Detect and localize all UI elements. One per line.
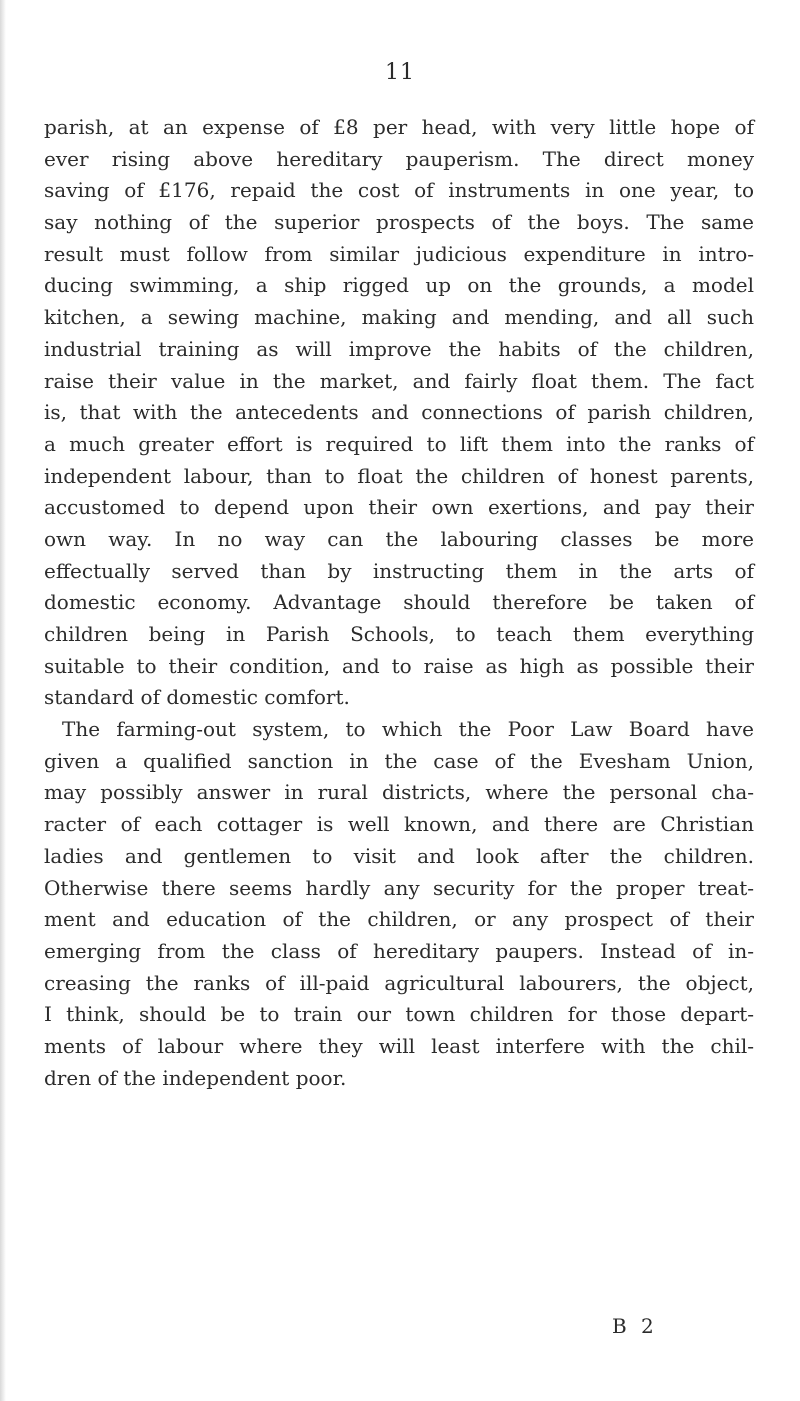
text-line: emerging from the class of hereditary paupers. Instead of in- — [44, 938, 754, 963]
text-line: may possibly answer in rural districts, where the personal cha- — [44, 780, 754, 805]
text-line: standard of domestic comfort. — [44, 685, 350, 710]
text-line: a much greater effort is required to lift them into the ranks of — [44, 431, 754, 456]
text-line: suitable to their condition, and to raise as high as possible their — [44, 653, 754, 678]
text-line: industrial training as will improve the habits of the children, — [44, 336, 754, 361]
paragraph-2 — [44, 714, 754, 1094]
text-line: saving of £176, repaid the cost of instruments in one year, to — [44, 178, 754, 203]
text-line: The farming-out system, to which the Poor Law Board have — [62, 717, 754, 742]
text-line: raise their value in the market, and fairly float them. The fact — [44, 368, 754, 393]
text-line: effectually served than by instructing them in the arts of — [44, 558, 754, 583]
page-edge-shadow — [0, 0, 6, 1401]
text-line: ever rising above hereditary pauperism. The direct money — [44, 146, 754, 171]
text-line: own way. In no way can the labouring classes be more — [44, 526, 754, 551]
text-line: racter of each cottager is well known, and there are Christian — [44, 812, 754, 837]
text-line: I think, should be to train our town children for those depart- — [44, 1002, 754, 1027]
text-line: parish, at an expense of £8 per head, with very little hope of — [44, 115, 754, 139]
text-line: given a qualified sanction in the case of the Evesham Union, — [44, 748, 754, 773]
page-number: 11 — [385, 60, 415, 85]
paragraph-1 — [44, 112, 754, 714]
text-line: Otherwise there seems hardly any security for the proper treat- — [44, 875, 754, 900]
text-line: dren of the independent poor. — [44, 1065, 347, 1090]
body-text — [44, 112, 754, 1094]
text-line: domestic economy. Advantage should therefore be taken of — [44, 590, 754, 615]
text-line: ducing swimming, a ship rigged up on the grounds, a model — [44, 273, 754, 298]
text-line: is, that with the antecedents and connections of parish children, — [44, 400, 754, 425]
text-line: ment and education of the children, or any prospect of their — [44, 907, 754, 932]
signature-mark: B 2 — [612, 1314, 658, 1338]
text-line: result must follow from similar judicious expenditure in intro- — [44, 241, 754, 266]
text-line: creasing the ranks of ill-paid agricultural labourers, the object, — [44, 970, 754, 995]
text-line: ments of labour where they will least interfere with the chil- — [44, 1033, 754, 1058]
text-line: independent labour, than to float the children of honest parents, — [44, 463, 754, 488]
text-line: kitchen, a sewing machine, making and mending, and all such — [44, 305, 754, 330]
text-line: accustomed to depend upon their own exertions, and pay their — [44, 495, 754, 520]
text-line: children being in Parish Schools, to teach them everything — [44, 622, 754, 646]
text-line: ladies and gentlemen to visit and look after the children. — [44, 843, 754, 868]
text-line: say nothing of the superior prospects of the boys. The same — [44, 210, 754, 235]
